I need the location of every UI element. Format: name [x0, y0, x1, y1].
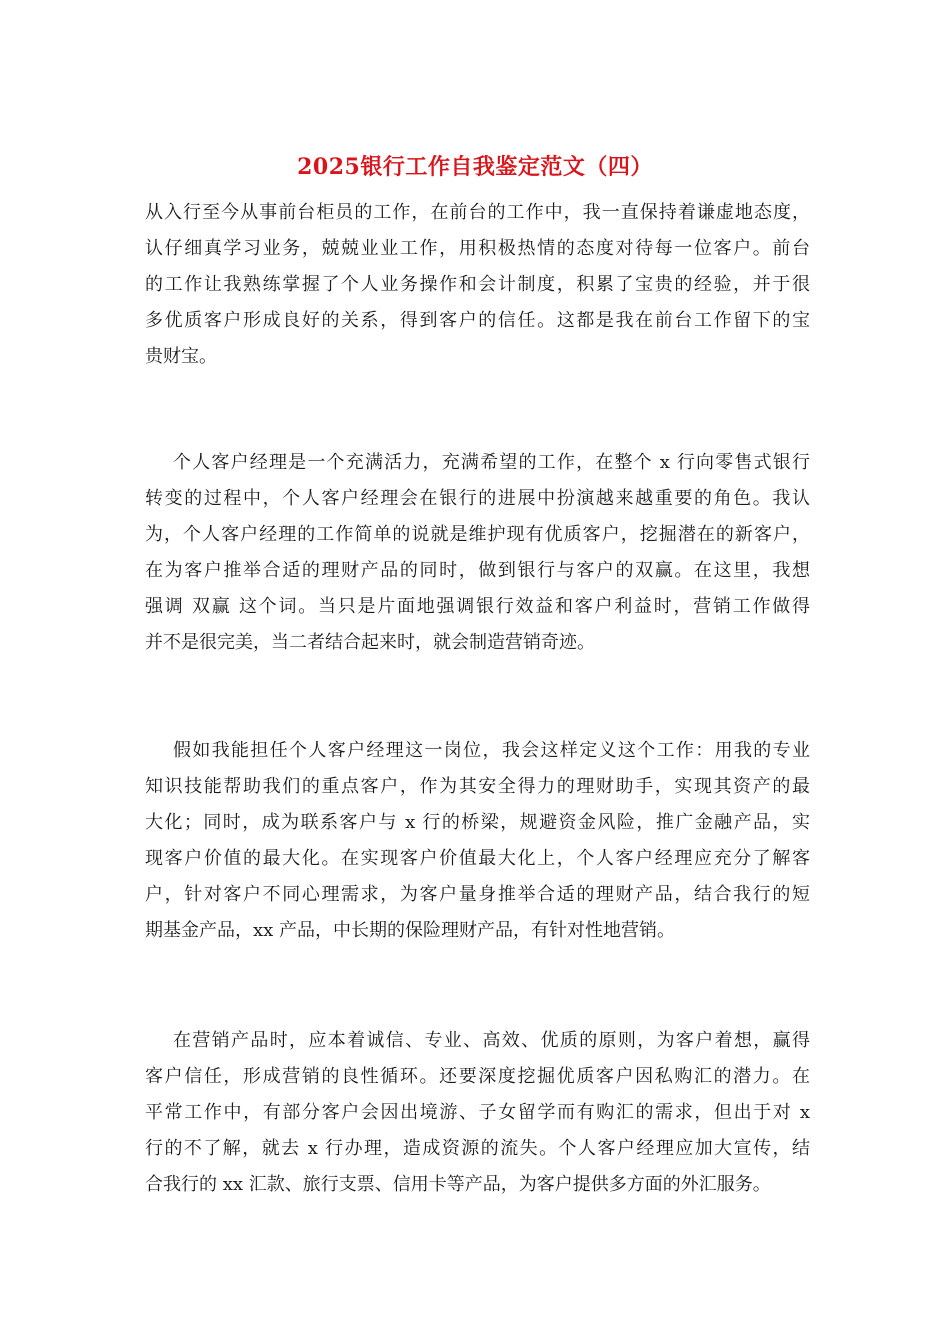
paragraph-4 — [145, 1023, 810, 1203]
paragraph-line: 户，针对客户不同心理需求，为客户量身推举合适的理财产品，结合我行的短 — [145, 884, 810, 905]
paragraph-line: 在营销产品时，应本着诚信、专业、高效、优质的原则，为客户着想，赢得 — [173, 1030, 810, 1051]
paragraph-line: 并不是很完美，当二者结合起来时，就会制造营销奇迹。 — [145, 632, 595, 653]
document-title: 2025银行工作自我鉴定范文（四） — [297, 154, 653, 180]
paragraph-line: 平常工作中，有部分客户会因出境游、子女留学而有购汇的需求，但出于对 x — [145, 1102, 810, 1123]
paragraph-line: 现客户价值的最大化。在实现客户价值最大化上，个人客户经理应充分了解客 — [145, 848, 810, 869]
paragraph-line: 强调 双赢 这个词。当只是片面地强调银行效益和客户利益时，营销工作做得 — [145, 596, 810, 617]
paragraph-line: 从入行至今从事前台柜员的工作，在前台的工作中，我一直保持着谦虚地态度， — [145, 202, 810, 223]
paragraph-line: 知识技能帮助我们的重点客户，作为其安全得力的理财助手，实现其资产的最 — [145, 776, 810, 797]
paragraph-line: 期基金产品，xx 产品，中长期的保险理财产品，有针对性地营销。 — [145, 920, 676, 941]
paragraph-1 — [145, 195, 810, 375]
paragraph-3 — [145, 733, 810, 949]
paragraph-line: 认仔细真学习业务，兢兢业业工作，用积极热情的态度对待每一位客户。前台 — [145, 238, 810, 259]
paragraph-line: 客户信任，形成营销的良性循环。还要深度挖掘优质客户因私购汇的潜力。在 — [145, 1066, 810, 1087]
paragraph-line: 贵财宝。 — [145, 346, 217, 367]
paragraph-2 — [145, 445, 810, 661]
paragraph-line: 多优质客户形成良好的关系，得到客户的信任。这都是我在前台工作留下的宝 — [145, 310, 810, 331]
paragraph-line: 转变的过程中，个人客户经理会在银行的进展中扮演越来越重要的角色。我认 — [145, 488, 810, 509]
paragraph-line: 大化；同时，成为联系客户与 x 行的桥梁，规避资金风险，推广金融产品，实 — [145, 812, 810, 833]
paragraph-line: 在为客户推举合适的理财产品的同时，做到银行与客户的双赢。在这里，我想 — [145, 560, 810, 581]
paragraph-line: 行的不了解，就去 x 行办理，造成资源的流失。个人客户经理应加大宣传，结 — [145, 1138, 810, 1159]
paragraph-line: 为，个人客户经理的工作简单的说就是维护现有优质客户，挖掘潜在的新客户， — [145, 524, 810, 545]
paragraph-line: 假如我能担任个人客户经理这一岗位，我会这样定义这个工作：用我的专业 — [173, 740, 810, 761]
paragraph-line: 个人客户经理是一个充满活力，充满希望的工作，在整个 x 行向零售式银行 — [173, 452, 810, 473]
paragraph-line: 的工作让我熟练掌握了个人业务操作和会计制度，积累了宝贵的经验，并于很 — [145, 274, 810, 295]
paragraph-line: 合我行的 xx 汇款、旅行支票、信用卡等产品，为客户提供多方面的外汇服务。 — [145, 1174, 771, 1195]
